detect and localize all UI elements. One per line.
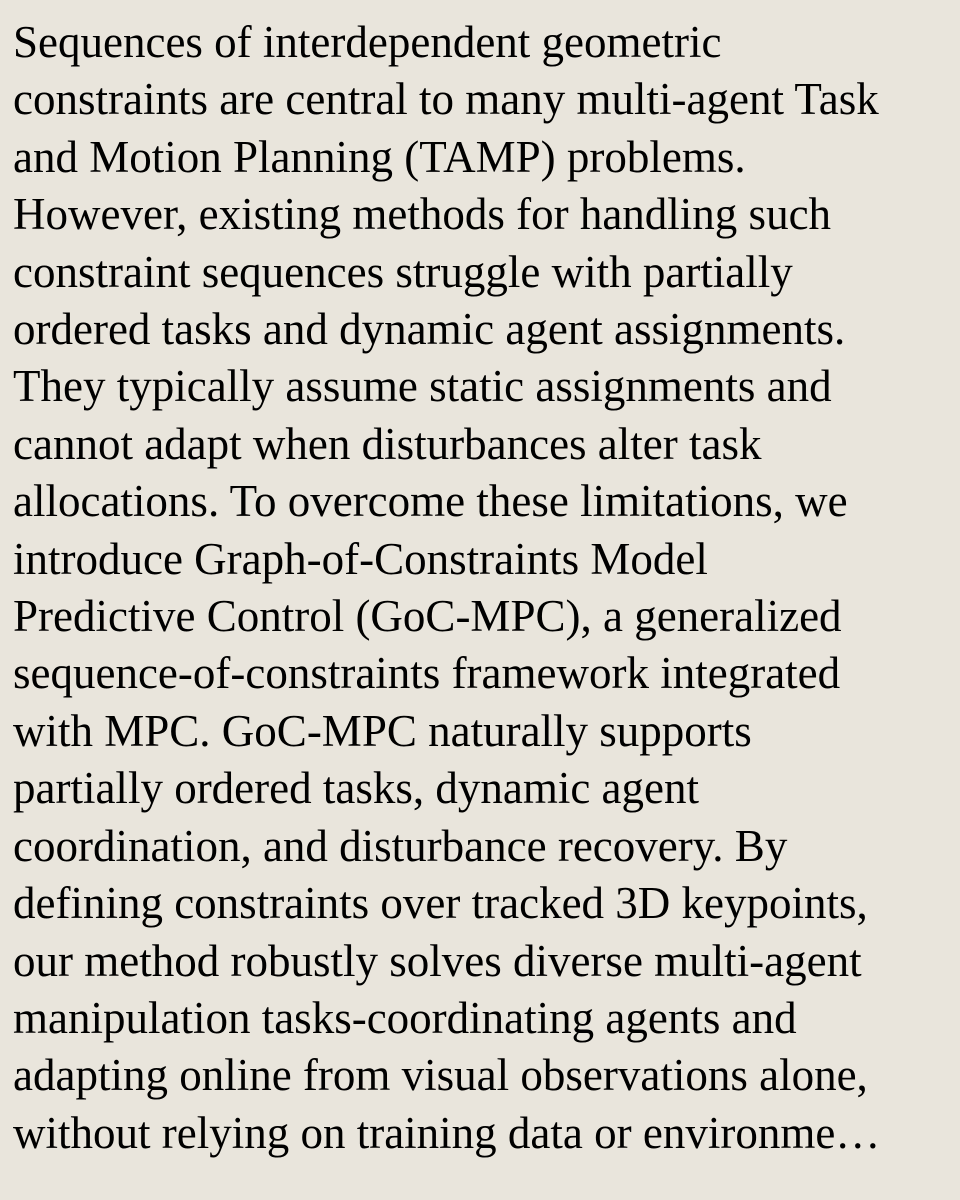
text-line: our method robustly solves diverse multi-agent	[13, 935, 862, 986]
text-line: and Motion Planning (TAMP) problems.	[13, 131, 746, 182]
text-line: coordination, and disturbance recovery. By	[13, 820, 788, 871]
text-line: They typically assume static assignments and	[13, 361, 832, 412]
text-line: without relying on training data or environme…	[13, 1107, 881, 1158]
text-line: introduce Graph-of-Constraints Model	[13, 533, 708, 584]
text-line: cannot adapt when disturbances alter task	[13, 418, 762, 469]
text-line: with MPC. GoC-MPC naturally supports	[13, 705, 752, 756]
text-line: partially ordered tasks, dynamic agent	[13, 763, 700, 814]
abstract-paragraph	[13, 14, 950, 1162]
text-line: constraint sequences struggle with partially	[13, 246, 793, 297]
text-line: defining constraints over tracked 3D keypoints,	[13, 878, 868, 929]
text-line: Predictive Control (GoC-MPC), a generalized	[13, 591, 842, 642]
text-line: allocations. To overcome these limitations, we	[13, 476, 848, 527]
text-line: ordered tasks and dynamic agent assignments.	[13, 304, 846, 355]
text-line: sequence-of-constraints framework integrated	[13, 648, 841, 699]
text-line: adapting online from visual observations alone,	[13, 1050, 868, 1101]
text-line: constraints are central to many multi-agent Task	[13, 74, 879, 125]
text-line: manipulation tasks-coordinating agents and	[13, 992, 797, 1043]
text-line: Sequences of interdependent geometric	[13, 17, 722, 67]
text-line: However, existing methods for handling such	[13, 189, 832, 240]
